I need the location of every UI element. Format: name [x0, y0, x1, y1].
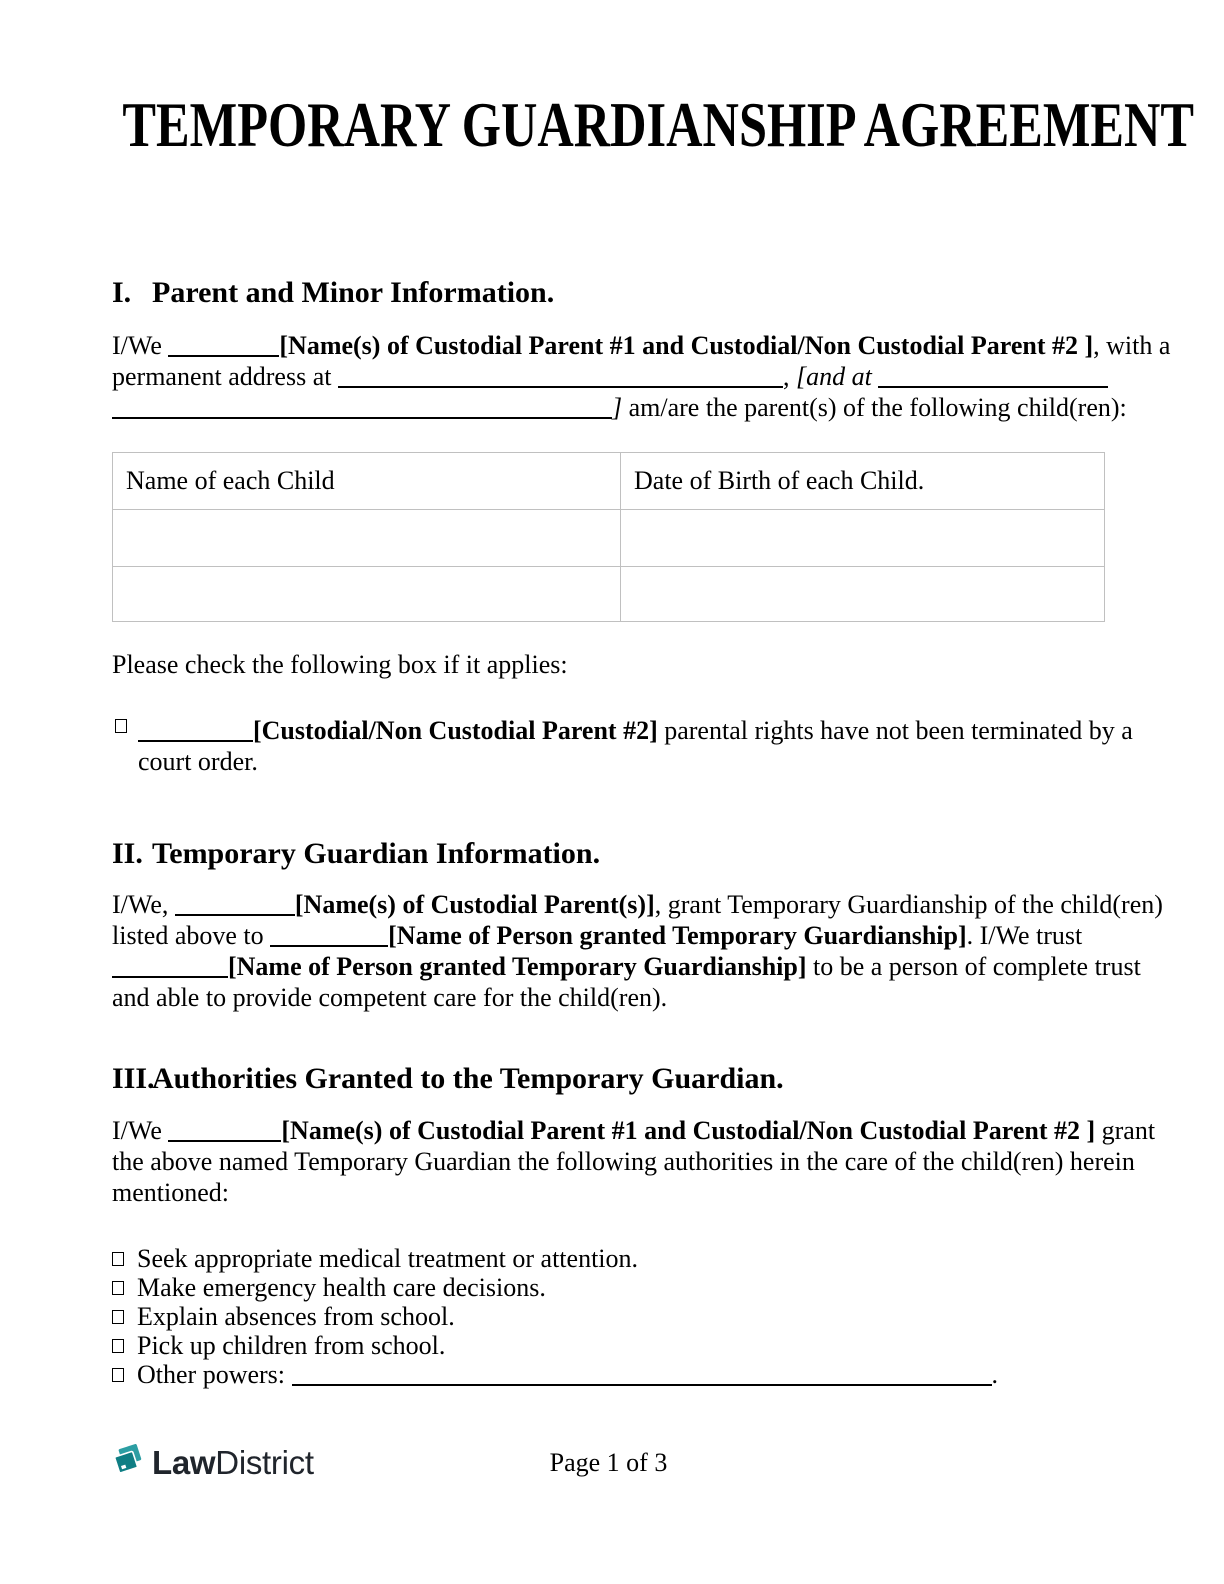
- parent-2-name-blank-line[interactable]: [138, 720, 253, 742]
- parent-names-blank-line[interactable]: [168, 335, 279, 357]
- paragraph-line: [112, 982, 1105, 1013]
- child-info-table: [112, 452, 1105, 622]
- authorities-text: the above named Temporary Guardian the following authorities in the care of the child(ren) herein: [112, 1147, 1135, 1176]
- authority-label: Seek appropriate medical treatment or attention.: [137, 1244, 639, 1273]
- checkbox-icon[interactable]: [112, 1339, 124, 1353]
- authority-label: Explain absences from school.: [137, 1302, 455, 1331]
- section-3-paragraph: [112, 1115, 1156, 1208]
- authority-item: [112, 1244, 1105, 1273]
- section-3-heading-text: Authorities Granted to the Temporary Guardian.: [152, 1062, 784, 1095]
- table-row: [113, 567, 1105, 622]
- authority-label: Pick up children from school.: [137, 1331, 446, 1360]
- parental-rights-check-item: [112, 715, 1133, 777]
- guardian-name-blank-line[interactable]: [270, 925, 388, 947]
- child-name-cell-empty[interactable]: [113, 510, 621, 567]
- parent-names-blank-line[interactable]: [168, 1120, 281, 1142]
- guardian-text: , grant Temporary Guardianship of the child(ren): [654, 890, 1163, 919]
- authority-item: [112, 1273, 1105, 1302]
- paragraph-line: [112, 920, 1105, 951]
- authority-item: [112, 1331, 1105, 1360]
- guardian-name-blank-line[interactable]: [112, 956, 228, 978]
- authorities-text: I/We: [112, 1116, 169, 1145]
- parent-names-placeholder: [Name(s) of Custodial Parent #1 and Custodial/Non Custodial Parent #2 ]: [281, 1116, 1096, 1145]
- guardian-name-placeholder: [Name of Person granted Temporary Guardianship]: [388, 921, 967, 950]
- check-prompt: Please check the following box if it applies:: [112, 650, 568, 679]
- authorities-text: mentioned:: [112, 1178, 229, 1207]
- check-item-text: court order.: [138, 747, 258, 776]
- check-item-text: parental rights have not been terminated by a: [657, 716, 1133, 745]
- title-block: [0, 0, 1224, 160]
- section-1-number: I.: [112, 276, 132, 309]
- intro-text: , with a: [1093, 331, 1171, 360]
- guardian-text: I/We,: [112, 890, 175, 919]
- logo-text-law: Law: [152, 1444, 216, 1481]
- other-powers-period: .: [991, 1360, 999, 1389]
- paragraph-line: [112, 1115, 1156, 1146]
- paragraph-line: [112, 392, 1127, 423]
- guardian-text: to be a person of complete trust: [806, 952, 1141, 981]
- child-name-cell-empty[interactable]: [113, 567, 621, 622]
- paragraph-line: [112, 1146, 1135, 1177]
- guardian-text: and able to provide competent care for the child(ren).: [112, 983, 668, 1012]
- table-row: [113, 510, 1105, 567]
- section-1-heading: [112, 275, 1105, 311]
- paragraph-line: [138, 746, 1105, 777]
- address-blank-line[interactable]: [338, 366, 783, 388]
- checkbox-icon[interactable]: [112, 1310, 124, 1324]
- parent-2-placeholder: [Custodial/Non Custodial Parent #2]: [253, 716, 658, 745]
- section-2-heading-text: Temporary Guardian Information.: [152, 837, 601, 870]
- checkbox-icon[interactable]: [112, 1252, 124, 1266]
- guardian-text: listed above to: [112, 921, 271, 950]
- authorities-list: [112, 1244, 1105, 1389]
- checkbox-icon[interactable]: [112, 1368, 124, 1382]
- paragraph-line: [112, 951, 1141, 982]
- authority-item: [112, 1302, 1105, 1331]
- other-powers-blank-line[interactable]: [292, 1364, 992, 1386]
- custodial-parent-blank-line[interactable]: [175, 894, 295, 916]
- guardian-text: . I/We trust: [966, 921, 1083, 950]
- content-column: [112, 275, 1171, 1487]
- checkbox-icon[interactable]: [115, 719, 127, 733]
- custodial-parent-placeholder: [Name(s) of Custodial Parent(s)]: [294, 890, 655, 919]
- paragraph-line: [112, 361, 1105, 392]
- paragraph-line: [112, 330, 1171, 361]
- intro-text: permanent address at: [112, 362, 338, 391]
- section-3-heading: [112, 1061, 1105, 1097]
- and-at-italic-text: [and at: [795, 362, 879, 391]
- section-2-paragraph: [112, 889, 1163, 1013]
- child-dob-cell-empty[interactable]: [621, 510, 1105, 567]
- authority-item-other-powers: [112, 1360, 1105, 1389]
- authority-label: Make emergency health care decisions.: [137, 1273, 546, 1302]
- closing-bracket-italic: ]: [612, 393, 623, 422]
- logo-text-district: District: [215, 1444, 314, 1481]
- intro-text: I/We: [112, 331, 169, 360]
- table-header-child-dob: Date of Birth of each Child.: [621, 453, 1105, 510]
- document-title: TEMPORARY GUARDIANSHIP AGREEMENT: [122, 90, 1195, 160]
- checkbox-icon[interactable]: [112, 1281, 124, 1295]
- page-number: Page 1 of 3: [549, 1448, 668, 1477]
- section-3-number: III.: [112, 1062, 155, 1095]
- section-2-heading: [112, 836, 1105, 872]
- paragraph-line: [138, 715, 1133, 746]
- parent-names-placeholder: [Name(s) of Custodial Parent #1 and Custodial/Non Custodial Parent #2 ]: [279, 331, 1094, 360]
- second-address-blank-line[interactable]: [878, 366, 1108, 388]
- section-1-intro-paragraph: [112, 330, 1171, 423]
- table-header-row: [113, 453, 1105, 510]
- authorities-text: grant: [1095, 1116, 1156, 1145]
- section-1-heading-text: Parent and Minor Information.: [152, 276, 555, 309]
- table-header-child-name: Name of each Child: [113, 453, 621, 510]
- section-2-number: II.: [112, 837, 143, 870]
- intro-text: ,: [782, 362, 796, 391]
- child-dob-cell-empty[interactable]: [621, 567, 1105, 622]
- page-footer: [112, 1443, 1105, 1487]
- second-address-blank-line-continued[interactable]: [112, 397, 612, 419]
- intro-text: am/are the parent(s) of the following child(ren):: [622, 393, 1127, 422]
- paragraph-line: [112, 889, 1163, 920]
- guardian-name-placeholder: [Name of Person granted Temporary Guardianship]: [228, 952, 807, 981]
- other-powers-label: Other powers:: [137, 1360, 292, 1389]
- paragraph-line: [112, 1177, 1105, 1208]
